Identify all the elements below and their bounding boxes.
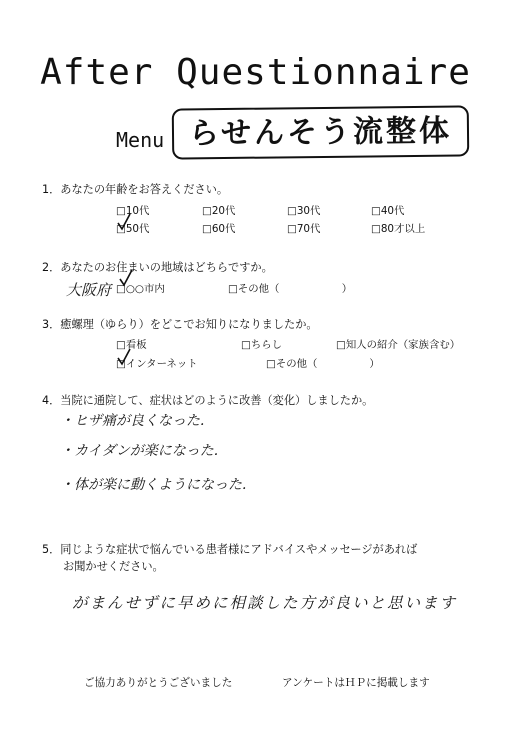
question-2: 2．あなたのお住まいの地域はどちらですか。 (42, 261, 273, 274)
check-mark-icon (118, 268, 134, 288)
footer-thanks: ご協力ありがとうございました (84, 677, 233, 689)
question-4: 4．当院に通院して、症状はどのように改善（変化）しましたか。 (42, 394, 374, 407)
option-age-70s[interactable]: □70代 (287, 223, 321, 235)
handwritten-answer-1: ・ヒザ痛が良くなった. (60, 413, 205, 429)
check-mark-icon (116, 347, 132, 367)
option-age-60s[interactable]: □60代 (202, 223, 236, 235)
page-title: After Questionnaire (40, 52, 471, 93)
option-source-other[interactable]: □その他（ ） (266, 358, 380, 370)
handwritten-answer-5: がまんせずに早めに相談した方が良いと思います (72, 594, 458, 612)
option-age-10s[interactable]: □10代 (116, 205, 150, 217)
question-1: 1．あなたの年齢をお答えください。 (42, 183, 229, 196)
option-source-flyer[interactable]: □ちらし (241, 339, 282, 351)
check-mark-icon (116, 212, 132, 232)
footer-notice: アンケートはＨＰに掲載します (282, 677, 430, 689)
option-age-30s[interactable]: □30代 (287, 205, 321, 217)
option-age-80plus[interactable]: □80才以上 (371, 223, 426, 235)
handwritten-answer-2: ・カイダンが楽になった. (60, 443, 219, 459)
question-5-line-2: お聞かせください。 (63, 560, 164, 573)
option-region-other[interactable]: □その他（ ） (228, 283, 353, 295)
option-region-city[interactable]: □○○市内 (116, 283, 165, 295)
question-3: 3．癒螺理（ゆらり）をどこでお知りになりましたか。 (42, 318, 318, 331)
option-source-internet[interactable]: □インターネット (116, 358, 198, 370)
handwritten-prefecture: 大阪府 (66, 281, 112, 299)
option-source-referral[interactable]: □知人の紹介（家族含む） (336, 339, 461, 351)
option-age-50s[interactable]: □50代 (116, 223, 150, 235)
option-age-40s[interactable]: □40代 (371, 205, 405, 217)
question-5-line-1: 5．同じような症状で悩んでいる患者様にアドバイスやメッセージがあれば (42, 543, 418, 556)
menu-label: Menu (116, 128, 165, 152)
option-age-20s[interactable]: □20代 (202, 205, 236, 217)
handwritten-answer-3: ・体が楽に動くようになった. (60, 477, 247, 493)
option-source-signboard[interactable]: □看板 (116, 339, 147, 351)
menu-name-box: らせんそう流整体 (172, 105, 470, 159)
